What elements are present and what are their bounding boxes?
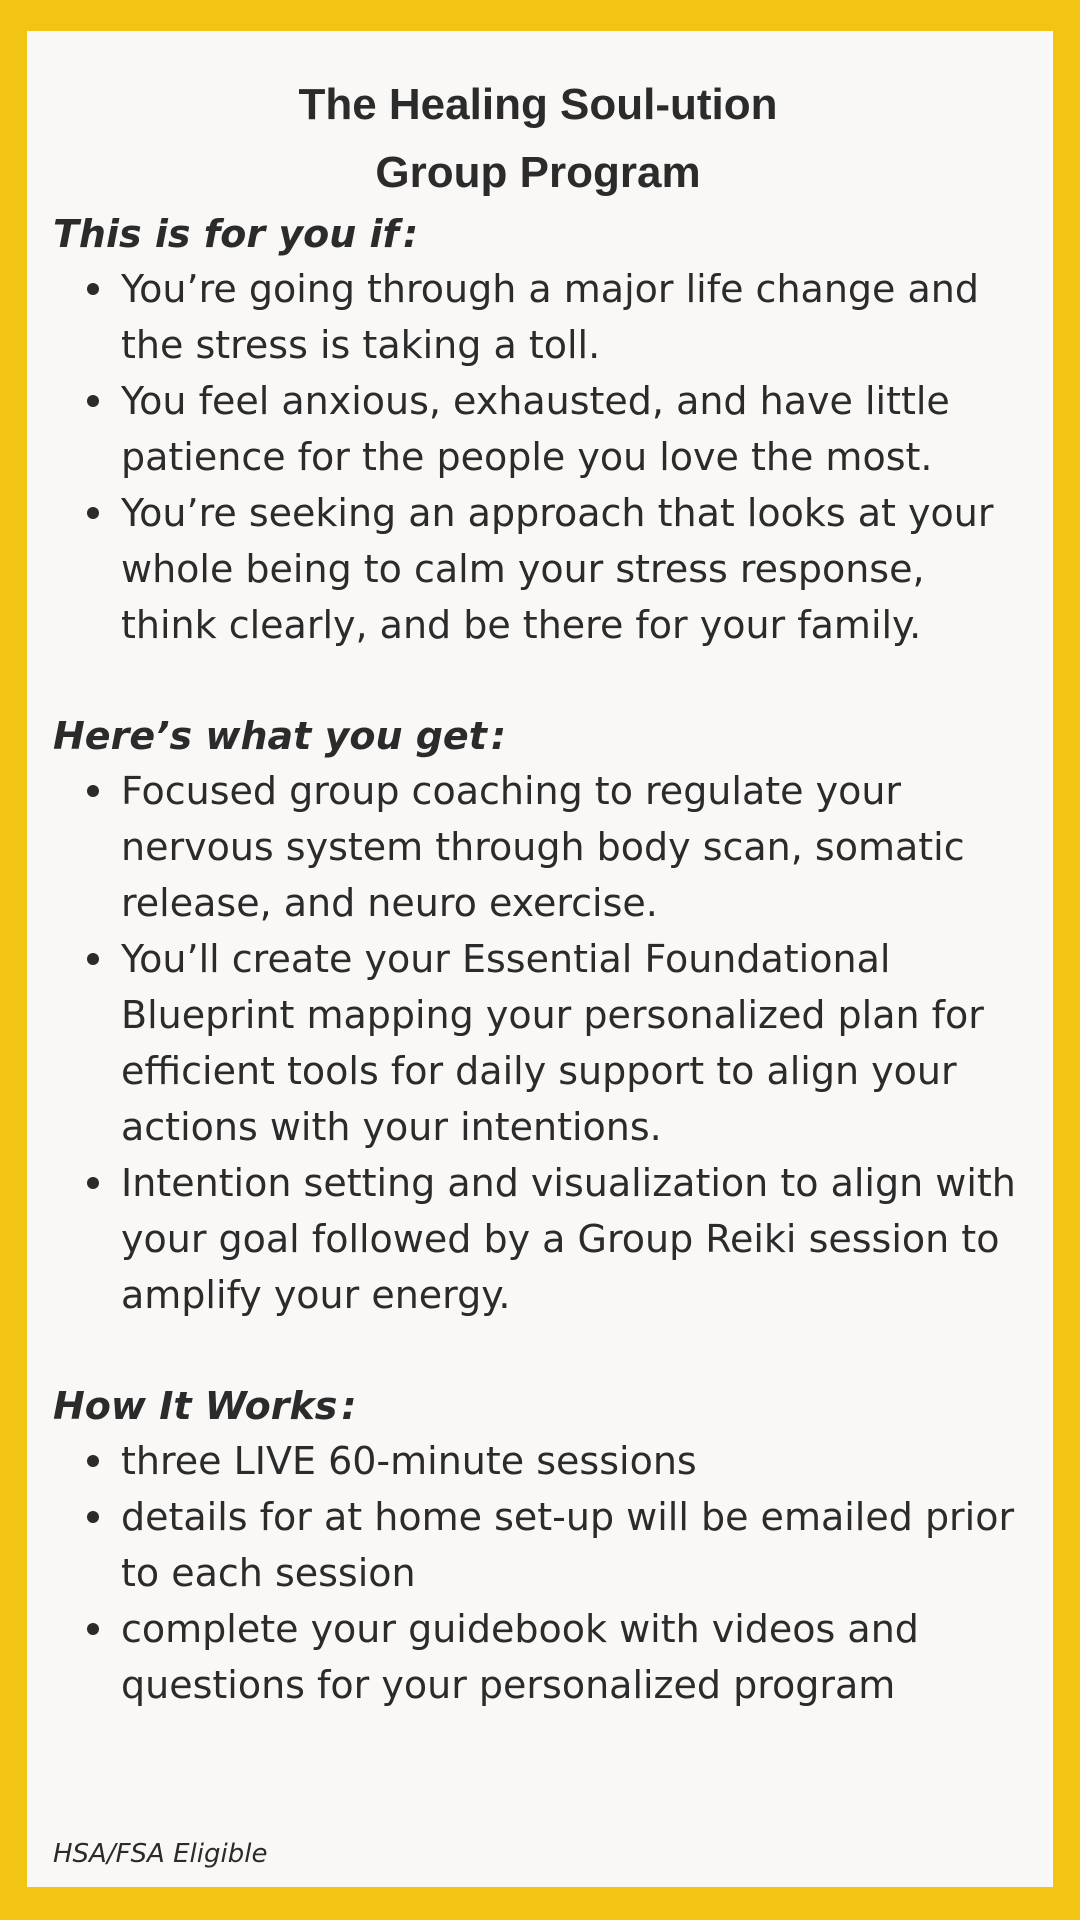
section-spacer	[53, 1323, 1023, 1379]
page-title	[53, 71, 1023, 207]
title-line-2: Group Program	[375, 148, 701, 197]
section-what-you-get	[53, 709, 1023, 1323]
bullet-icon	[87, 785, 99, 797]
section-heading: This is for you if :	[53, 212, 419, 256]
bullet-list	[53, 763, 1023, 1323]
bullet-icon	[87, 1623, 99, 1635]
bullet-icon	[87, 953, 99, 965]
list-item: complete your guidebook with videos and questions for your personalized program	[53, 1601, 1023, 1713]
list-item: You’ll create your Essential Foundational Blueprint mapping your personalized plan for efficient tools for daily support to align your actions with your intentions.	[53, 931, 1023, 1155]
bullet-icon	[87, 1455, 99, 1467]
bullet-list	[53, 261, 1023, 653]
title-line-1: The Healing Soul-ution	[298, 80, 778, 129]
list-item: You’re going through a major life change and the stress is taking a toll.	[53, 261, 1023, 373]
section-spacer	[53, 653, 1023, 709]
bullet-icon	[87, 507, 99, 519]
bullet-icon	[87, 395, 99, 407]
footer-note: HSA/FSA Eligible	[53, 1839, 268, 1869]
list-item: Focused group coaching to regulate your nervous system through body scan, somatic release, and neuro exercise.	[53, 763, 1023, 931]
list-item: details for at home set-up will be emailed prior to each session	[53, 1489, 1023, 1601]
bullet-icon	[87, 1511, 99, 1523]
section-heading: Here’s what you get :	[53, 714, 507, 758]
section-heading: How It Works :	[53, 1384, 357, 1428]
list-item: three LIVE 60-minute sessions	[53, 1433, 1023, 1489]
bullet-list	[53, 1433, 1023, 1713]
list-item: Intention setting and visualization to align with your goal followed by a Group Reiki session to amplify your energy.	[53, 1155, 1023, 1323]
bullet-icon	[87, 283, 99, 295]
bullet-icon	[87, 1177, 99, 1189]
list-item: You feel anxious, exhausted, and have little patience for the people you love the most.	[53, 373, 1023, 485]
program-card	[27, 31, 1053, 1887]
section-how-it-works	[53, 1379, 1023, 1713]
section-for-you	[53, 207, 1023, 653]
list-item: You’re seeking an approach that looks at your whole being to calm your stress response, think clearly, and be there for your family.	[53, 485, 1023, 653]
